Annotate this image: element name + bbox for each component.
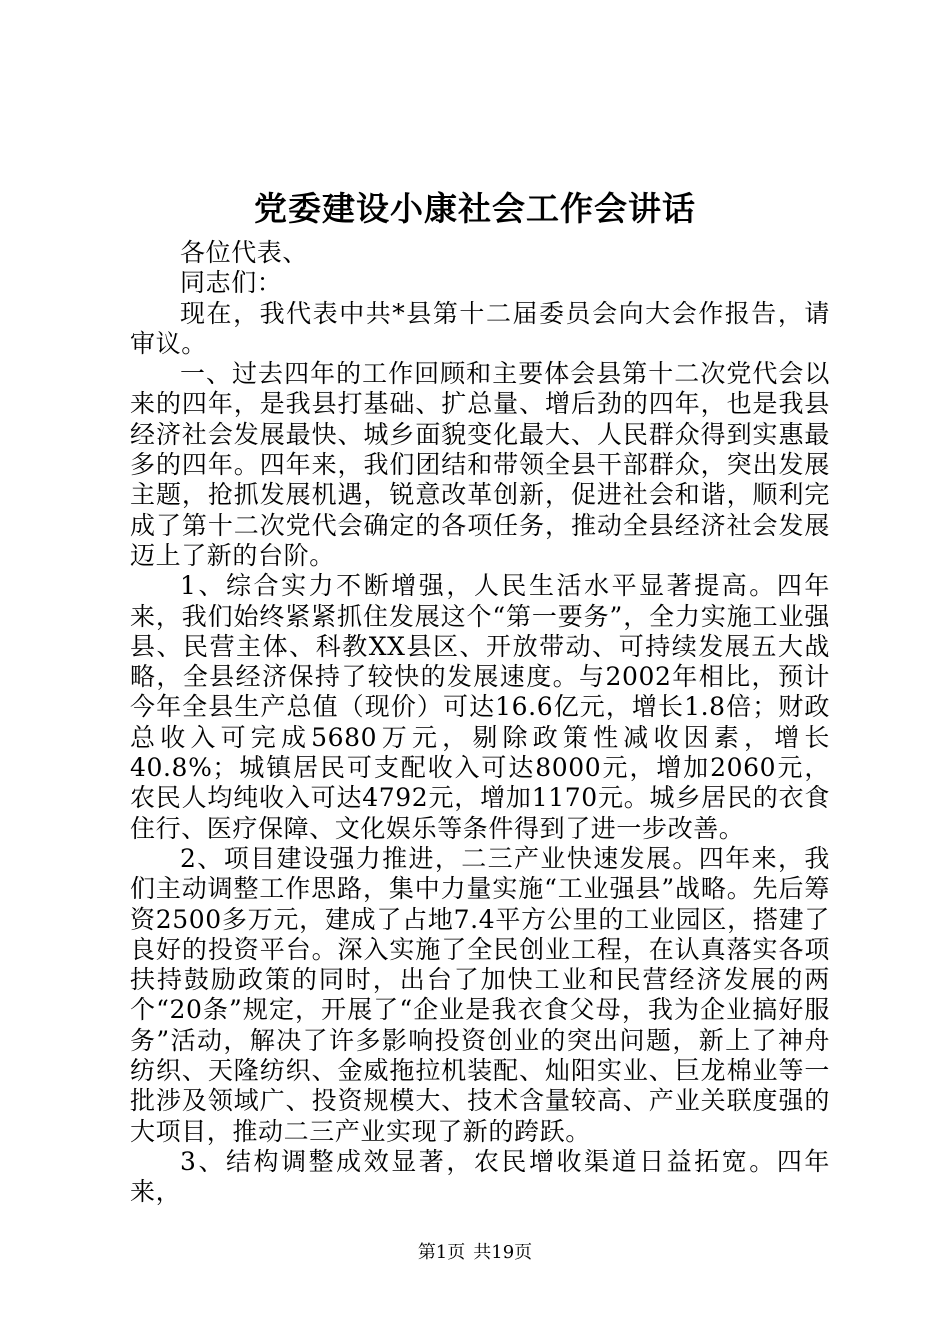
salutation-line: 各位代表、 [180,238,309,267]
body-paragraph: 现在，我代表中共*县第十二届委员会向大会作报告，请审议。 [130,298,830,358]
page-total: 共19页 [473,1242,533,1263]
body-paragraph: 1、综合实力不断增强，人民生活水平显著提高。四年来，我们始终紧紧抓住发展这个“第一要务”，全力实施工业强县、民营主体、科教XX县区、开放带动、可持续发展五大战略，全县经济保持了较快的发展速度。与2002年相比，预计今年全县生产总值（现价）可达16.6亿元，增长1.8倍；财政总收入可完成5680万元，剔除政策性减收因素，增长40.8%；城镇居民可支配收入可达8000元，增加2060元，农民人均纯收入可达4792元，增加1170元。城乡居民的衣食住行、医疗保障、文化娱乐等条件得到了进一步改善。 [130,571,830,843]
page-number: 第1页 [417,1242,466,1263]
body-paragraph: 一、过去四年的工作回顾和主要体会县第十二次党代会以来的四年，是我县打基础、扩总量、增后劲的四年，也是我县经济社会发展最快、城乡面貌变化最大、人民群众得到实惠最多的四年。四年来，我们团结和带领全县干部群众，突出发展主题，抢抓发展机遇，锐意改革创新，促进社会和谐，顺利完成了第十二次党代会确定的各项任务，推动全县经济社会发展迈上了新的台阶。 [130,359,830,570]
page-footer [0,1240,950,1266]
body-paragraph: 3、结构调整成效显著，农民增收渠道日益拓宽。四年来， [130,1146,830,1207]
document-body [130,238,830,1208]
body-paragraph: 2、项目建设强力推进，二三产业快速发展。四年来，我们主动调整工作思路，集中力量实施“工业强县”战略。先后筹资2500多万元，建成了占地7.4平方公里的工业园区，搭建了良好的投资平台。深入实施了全民创业工程，在认真落实各项扶持鼓励政策的同时，出台了加快工业和民营经济发展的两个“20条”规定，开展了“企业是我衣食父母，我为企业搞好服务”活动，解决了许多影响投资创业的突出问题，新上了神舟纺织、天隆纺织、金威拖拉机装配、灿阳实业、巨龙棉业等一批涉及领域广、投资规模大、技术含量较高、产业关联度强的大项目，推动二三产业实现了新的跨跃。 [130,843,830,1146]
document-title: 党委建设小康社会工作会讲话 [254,189,696,228]
salutation-line: 同志们： [180,268,283,298]
